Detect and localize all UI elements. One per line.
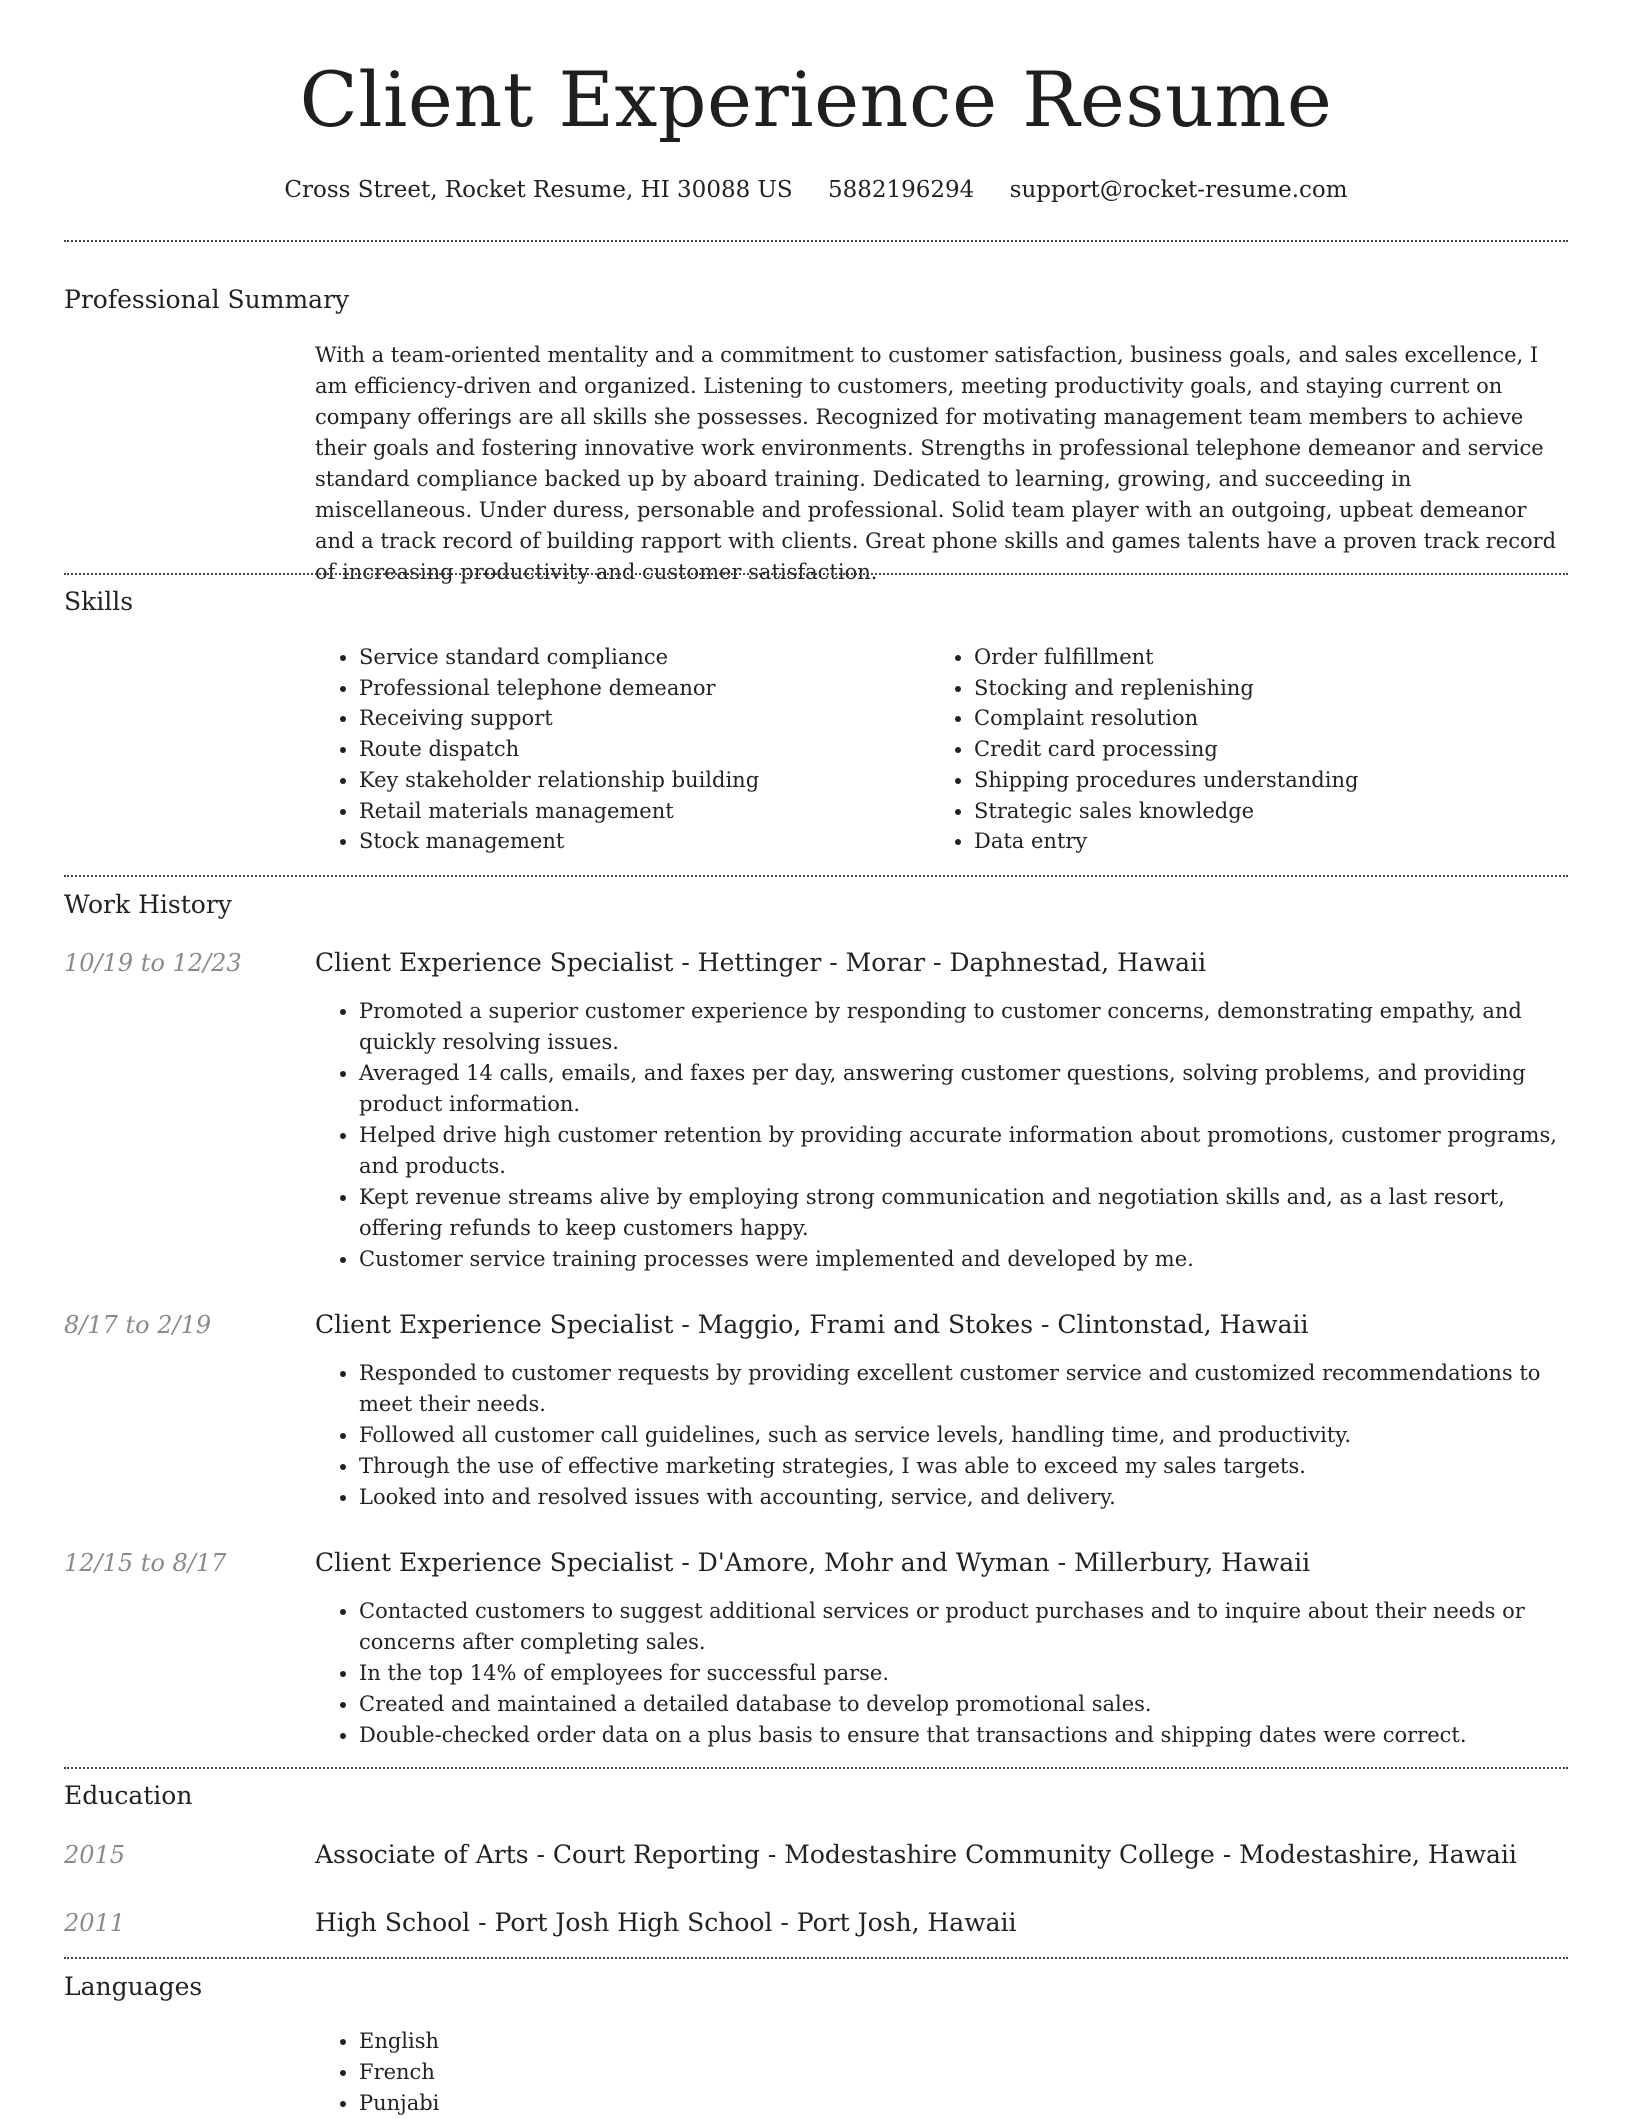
resume-title: Client Experience Resume bbox=[299, 55, 1333, 144]
job-bullet: • In the top 14% of employees for successful parse. bbox=[359, 1658, 1568, 1689]
contact-phone: 5882196294 bbox=[827, 177, 975, 203]
divider bbox=[64, 875, 1568, 877]
job-bullet: • Contacted customers to suggest additional services or product purchases and to inquire about their needs or concerns after completing sales. bbox=[359, 1596, 1568, 1658]
job-bullets bbox=[315, 996, 1568, 1275]
job-dates: 10/19 to 12/23 bbox=[64, 949, 242, 977]
contact-email[interactable]: support@rocket-resume.com bbox=[1009, 177, 1348, 203]
job-bullet: • Promoted a superior customer experience by responding to customer concerns, demonstrating empathy, and quickly resolving issues. bbox=[359, 996, 1568, 1058]
skill-item: • Professional telephone demeanor bbox=[359, 673, 915, 704]
skill-item: • Route dispatch bbox=[359, 734, 915, 765]
skills-left-column bbox=[315, 642, 915, 857]
job-bullet: • Kept revenue streams alive by employing strong communication and negotiation skills and, as a last resort, offering refunds to keep customers happy. bbox=[359, 1182, 1568, 1244]
job-bullet: • Through the use of effective marketing strategies, I was able to exceed my sales targets. bbox=[359, 1451, 1568, 1482]
education-entry: Associate of Arts - Court Reporting - Modestashire Community College - Modestashire, Hawaii bbox=[315, 1840, 1517, 1869]
job-bullets bbox=[315, 1358, 1568, 1513]
section-title-work: Work History bbox=[64, 890, 232, 919]
education-year: 2011 bbox=[64, 1909, 126, 1937]
skill-item: • Service standard compliance bbox=[359, 642, 915, 673]
skill-item: • Data entry bbox=[974, 826, 1530, 857]
divider bbox=[64, 573, 1568, 575]
skill-item: • Strategic sales knowledge bbox=[974, 796, 1530, 827]
section-title-skills: Skills bbox=[64, 587, 134, 616]
skill-item: • Stock management bbox=[359, 826, 915, 857]
job-title: Client Experience Specialist - Hettinger - Morar - Daphnestad, Hawaii bbox=[315, 948, 1207, 977]
job-bullet: • Responded to customer requests by providing excellent customer service and customized recommendations to meet their needs. bbox=[359, 1358, 1568, 1420]
language-item: • English bbox=[359, 2026, 1568, 2057]
languages-list bbox=[315, 2026, 1568, 2119]
job-dates: 12/15 to 8/17 bbox=[64, 1549, 227, 1577]
job-title: Client Experience Specialist - Maggio, Frami and Stokes - Clintonstad, Hawaii bbox=[315, 1310, 1309, 1339]
divider bbox=[64, 240, 1568, 242]
language-item: • French bbox=[359, 2057, 1568, 2088]
skill-item: • Credit card processing bbox=[974, 734, 1530, 765]
job-bullet: • Averaged 14 calls, emails, and faxes per day, answering customer questions, solving problems, and providing product information. bbox=[359, 1058, 1568, 1120]
job-bullet: • Looked into and resolved issues with accounting, service, and delivery. bbox=[359, 1482, 1568, 1513]
summary-body bbox=[315, 340, 1568, 588]
section-title-languages: Languages bbox=[64, 1972, 203, 2001]
skill-item: • Retail materials management bbox=[359, 796, 915, 827]
skills-right-column bbox=[930, 642, 1530, 857]
education-entry: High School - Port Josh High School - Port Josh, Hawaii bbox=[315, 1908, 1017, 1937]
job-bullet: • Helped drive high customer retention by providing accurate information about promotions, customer programs, and products. bbox=[359, 1120, 1568, 1182]
skill-item: • Stocking and replenishing bbox=[974, 673, 1530, 704]
section-title-education: Education bbox=[64, 1781, 193, 1810]
divider bbox=[64, 1957, 1568, 1959]
contact-address: Cross Street, Rocket Resume, HI 30088 US bbox=[284, 177, 793, 203]
skill-item: • Receiving support bbox=[359, 703, 915, 734]
job-bullet: • Created and maintained a detailed database to develop promotional sales. bbox=[359, 1689, 1568, 1720]
job-bullet: • Customer service training processes were implemented and developed by me. bbox=[359, 1244, 1568, 1275]
skill-item: • Key stakeholder relationship building bbox=[359, 765, 915, 796]
skill-item: • Order fulfillment bbox=[974, 642, 1530, 673]
education-year: 2015 bbox=[64, 1841, 126, 1869]
skill-item: • Complaint resolution bbox=[974, 703, 1530, 734]
contact-line bbox=[64, 170, 1568, 210]
job-bullets bbox=[315, 1596, 1568, 1751]
divider bbox=[64, 1767, 1568, 1769]
skill-item: • Shipping procedures understanding bbox=[974, 765, 1530, 796]
job-title: Client Experience Specialist - D'Amore, Mohr and Wyman - Millerbury, Hawaii bbox=[315, 1548, 1311, 1577]
job-dates: 8/17 to 2/19 bbox=[64, 1311, 212, 1339]
job-bullet: • Double-checked order data on a plus basis to ensure that transactions and shipping dates were correct. bbox=[359, 1720, 1568, 1751]
summary-text: With a team-oriented mentality and a commitment to customer satisfaction, business goals, and sales excellence, I am efficiency-driven and organized. Listening to customers, meeting productivity goals, and staying current on company offerings are all skills she possesses. Recognized for motivating management team members to achieve their goals and fostering innovative work environments. Strengths in professional telephone demeanor and service standard compliance backed up by aboard training. Dedicated to learning, growing, and succeeding in miscellaneous. Under duress, personable and professional. Solid team player with an outgoing, upbeat demeanor and a track record of building rapport with clients. Great phone skills and games talents have a proven track record of increasing productivity and customer satisfaction. bbox=[315, 343, 1557, 584]
language-item: • Punjabi bbox=[359, 2088, 1568, 2119]
section-title-summary: Professional Summary bbox=[64, 285, 350, 314]
job-bullet: • Followed all customer call guidelines, such as service levels, handling time, and productivity. bbox=[359, 1420, 1568, 1451]
